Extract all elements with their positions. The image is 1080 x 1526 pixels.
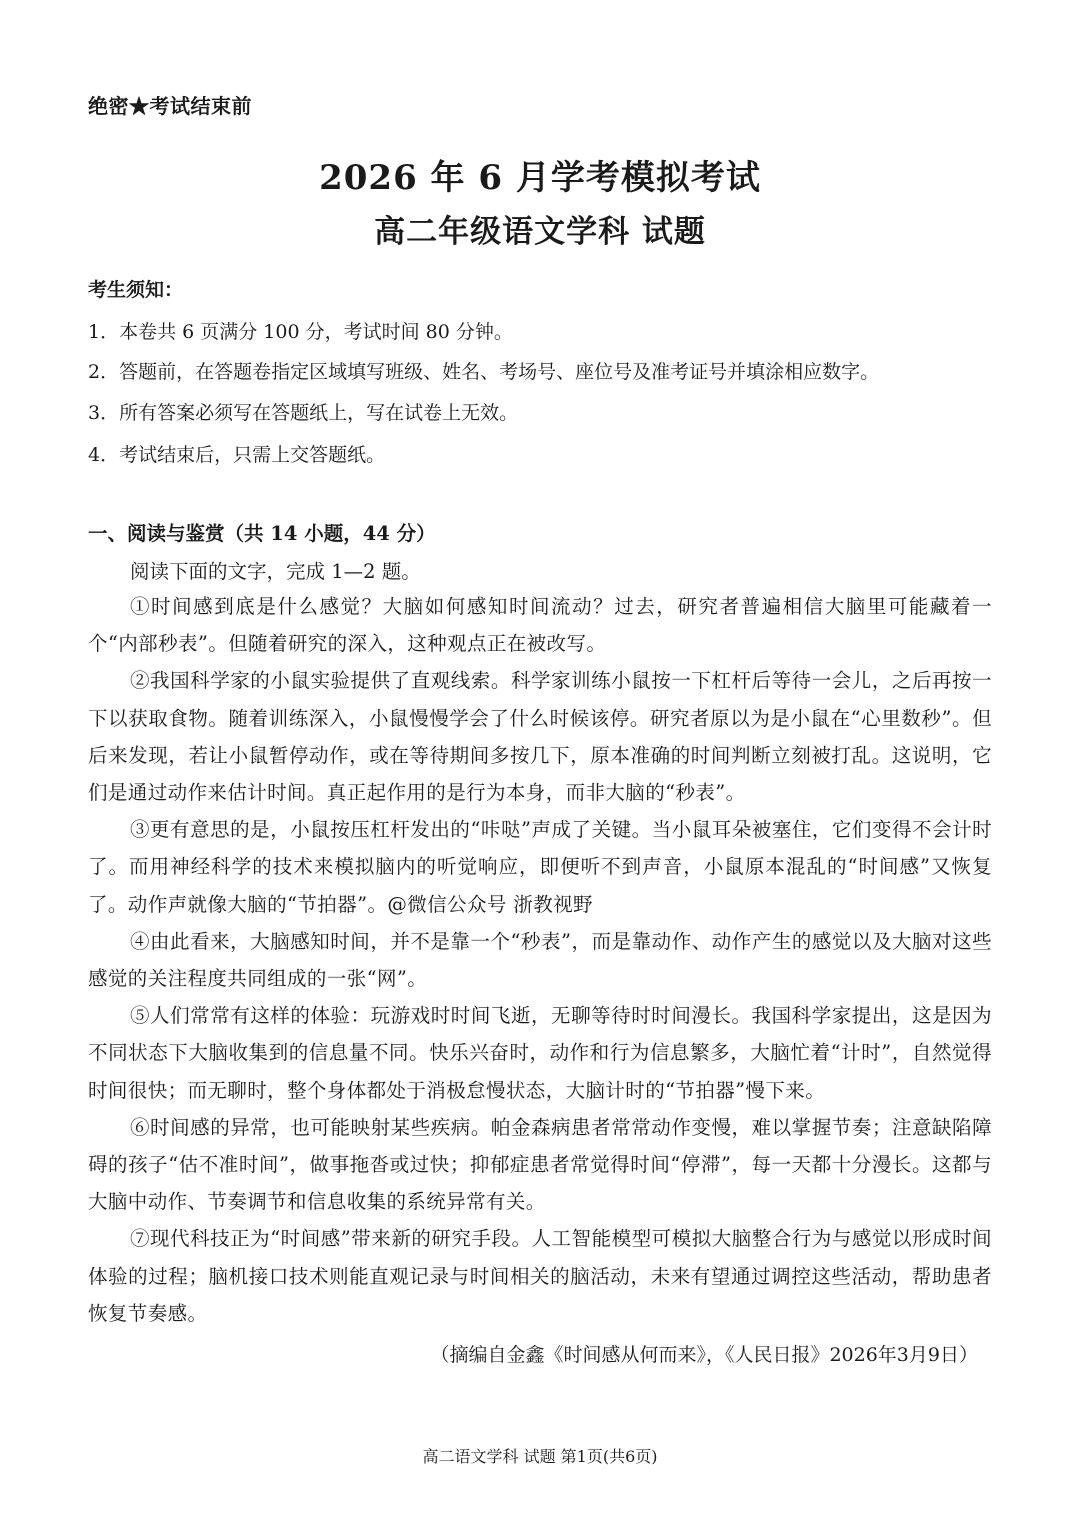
page-footer: 高二语文学科 试题 第1页(共6页) xyxy=(422,1447,658,1466)
section-heading: 一、阅读与鉴赏（共 14 小题，44 分） xyxy=(88,522,436,545)
passage-source: （摘编自金鑫《时间感从何而来》，《人民日报》2026年3月9日） xyxy=(430,1344,978,1366)
reading-passage xyxy=(88,588,992,1332)
passage-paragraph-6: ⑥时间感的异常，也可能映射某些疾病。帕金森病患者常常动作变慢，难以掌握节奏；注意缺陷障碍的孩子“估不准时间”，做事拖沓或过快；抑郁症患者常觉得时间“停滞”，每一天都十分漫长。这都与大脑中动作、节奏调节和信息收集的系统异常有关。 xyxy=(88,1115,992,1214)
passage-paragraph-3: ③更有意思的是，小鼠按压杠杆发出的“咔哒”声成了关键。当小鼠耳朵被塞住，它们变得不会计时了。而用神经科学的技术来模拟脑内的听觉响应，即便听不到声音，小鼠原本混乱的“时间感”又恢复了。动作声就像大脑的“节拍器”。@微信公众号 浙教视野 xyxy=(88,818,992,916)
notice-title: 考生须知： xyxy=(88,279,184,301)
exam-subtitle: 高二年级语文学科 试题 xyxy=(374,214,706,250)
passage-paragraph-4: ④由此看来，大脑感知时间，并不是靠一个“秒表”，而是靠动作、动作产生的感觉以及大脑对这些感觉的关注程度共同组成的一张“网”。 xyxy=(88,929,992,991)
notice-item-4: 4．考试结束后，只需上交答题纸。 xyxy=(88,444,386,466)
notice-item-1: 1．本卷共 6 页满分 100 分，考试时间 80 分钟。 xyxy=(88,321,513,343)
passage-paragraph-5: ⑤人们常常有这样的体验：玩游戏时时间飞逝，无聊等待时时间漫长。我国科学家提出，这是因为不同状态下大脑收集到的信息量不同。快乐兴奋时，动作和行为信息繁多，大脑忙着“计时”，自然觉得时间很快；而无聊时，整个身体都处于消极怠慢状态，大脑计时的“节拍器”慢下来。 xyxy=(88,1004,992,1102)
passage-paragraph-7: ⑦现代科技正为“时间感”带来新的研究手段。人工智能模型可模拟大脑整合行为与感觉以形成时间体验的过程；脑机接口技术则能直观记录与时间相关的脑活动，未来有望通过调控这些活动，帮助患者恢复节奏感。 xyxy=(88,1227,992,1325)
exam-title: 2026 年 6 月学考模拟考试 xyxy=(319,158,761,198)
notice-item-3: 3．所有答案必须写在答题纸上，写在试卷上无效。 xyxy=(88,402,519,424)
confidential-label: 绝密★考试结束前 xyxy=(88,94,252,118)
passage-paragraph-2: ②我国科学家的小鼠实验提供了直观线索。科学家训练小鼠按一下杠杆后等待一会儿，之后再按一下以获取食物。随着训练深入，小鼠慢慢学会了什么时候该停。研究者原以为是小鼠在“心里数秒”。但后来发现，若让小鼠暂停动作，或在等待期间多按几下，原本准确的时间判断立刻被打乱。这说明，它们是通过动作来估计时间。真正起作用的是行为本身，而非大脑的“秒表”。 xyxy=(88,669,992,805)
notice-item-2: 2．答题前，在答题卷指定区域填写班级、姓名、考场号、座位号及准考证号并填涂相应数字。 xyxy=(88,361,880,383)
passage-paragraph-1: ①时间感到底是什么感觉？大脑如何感知时间流动？过去，研究者普遍相信大脑里可能藏着一个“内部秒表”。但随着研究的深入，这种观点正在被改写。 xyxy=(88,595,992,656)
reading-instruction: 阅读下面的文字，完成 1—2 题。 xyxy=(130,560,421,583)
